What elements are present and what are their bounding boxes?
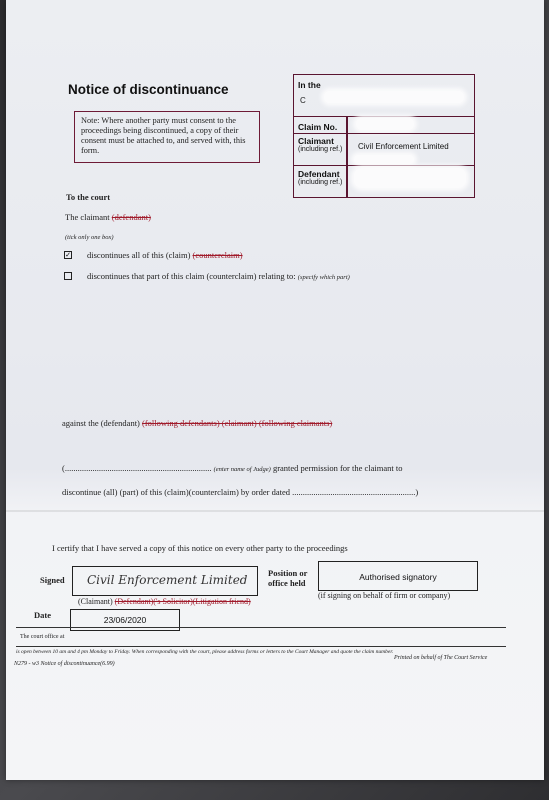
signed-label: Signed — [40, 575, 65, 585]
court-name-partial: C — [300, 96, 306, 105]
date-label: Date — [34, 610, 51, 620]
footer-rule-2 — [16, 646, 506, 647]
certify-statement: I certify that I have served a copy of this notice on every other party to the proceedings — [52, 543, 348, 553]
redaction-court — [324, 91, 464, 103]
form-sheet — [6, 0, 544, 780]
role-struck: (Defendant)('s Solicitor)(Litigation friend) — [114, 597, 251, 606]
defendant-ref-note: (including ref.) — [298, 179, 343, 186]
against-text: against the (defendant) — [62, 418, 140, 428]
defendant-struck: (defendant) — [111, 212, 151, 222]
position-note: (if signing on behalf of firm or company) — [318, 591, 451, 600]
claimant-row — [294, 133, 474, 134]
option-part-note: (specify which part) — [297, 274, 350, 281]
role-claimant: (Claimant) — [78, 597, 113, 606]
redaction-claim-no — [356, 118, 414, 130]
option-all-text: discontinues all of this (claim) — [87, 250, 191, 260]
claimant-word: The claimant — [65, 212, 110, 222]
option-all-mark: ✓ — [65, 251, 71, 259]
defendant-label — [298, 169, 342, 186]
option-all-label — [87, 250, 243, 260]
date-field[interactable]: 23/06/2020 — [70, 609, 180, 631]
claimant-label — [298, 136, 342, 153]
claimant-line — [65, 212, 151, 222]
redaction-defendant — [354, 168, 466, 188]
option-all-struck: (counterclaim) — [192, 250, 243, 260]
against-struck: (following defendants) (claimant) (following claimants) — [142, 418, 333, 428]
opening-hours: is open between 10 am and 4 pm Monday to Friday. When corresponding with the court, please address forms or letters to the Court Manager and quote the claim number. — [16, 649, 394, 655]
position-label-1: Position or — [268, 568, 308, 578]
consent-note — [74, 111, 260, 163]
signer-role — [78, 597, 251, 606]
judge-line — [62, 463, 403, 473]
option-all-checkbox[interactable] — [64, 251, 72, 259]
consent-note-text: Note: Where another party must consent to the proceedings being discontinued, a copy of their consent must be attached to, and served with, this form. — [81, 116, 246, 155]
claim-no-label: Claim No. — [298, 122, 338, 132]
paper-fold — [6, 510, 544, 512]
position-label — [268, 568, 307, 588]
position-field[interactable]: Authorised signatory — [318, 561, 478, 591]
defendant-row — [294, 165, 474, 166]
order-line: discontinue (all) (part) of this (claim)(counterclaim) by order dated ..........................................................) — [62, 487, 419, 497]
signature-field[interactable] — [72, 566, 258, 596]
claim-details-box — [293, 74, 475, 198]
option-part-label — [87, 271, 350, 281]
footer-rule — [16, 627, 506, 628]
box-divider — [346, 116, 348, 197]
form-code: N279 - w3 Notice of discontinuance(6.99) — [14, 661, 115, 667]
claim-no-row — [294, 116, 474, 117]
printed-on-behalf: Printed on behalf of The Court Service — [394, 655, 488, 661]
judge-dots: (..................................................................... — [62, 463, 212, 473]
judge-note: (enter name of Judge) — [213, 466, 271, 473]
judge-rest: granted permission for the claimant to — [272, 463, 403, 473]
tick-instruction: (tick only one box) — [65, 234, 114, 241]
option-part-checkbox[interactable] — [64, 272, 72, 280]
claimant-ref-note: (including ref.) — [298, 146, 343, 153]
form-title: Notice of discontinuance — [68, 82, 229, 97]
against-line — [62, 418, 332, 428]
court-office-label: The court office at — [20, 634, 65, 640]
signature: Civil Enforcement Limited — [87, 573, 248, 587]
position-label-2: office held — [268, 578, 306, 588]
defendant-label-text: Defendant — [298, 169, 340, 179]
claimant-value: Civil Enforcement Limited — [358, 142, 449, 151]
option-part-text: discontinues that part of this claim (counterclaim) relating to: — [87, 271, 296, 281]
redaction-claimant-ref — [354, 155, 414, 164]
to-the-court: To the court — [66, 192, 111, 202]
in-the-label: In the — [298, 80, 321, 90]
claimant-label-text: Claimant — [298, 136, 334, 146]
